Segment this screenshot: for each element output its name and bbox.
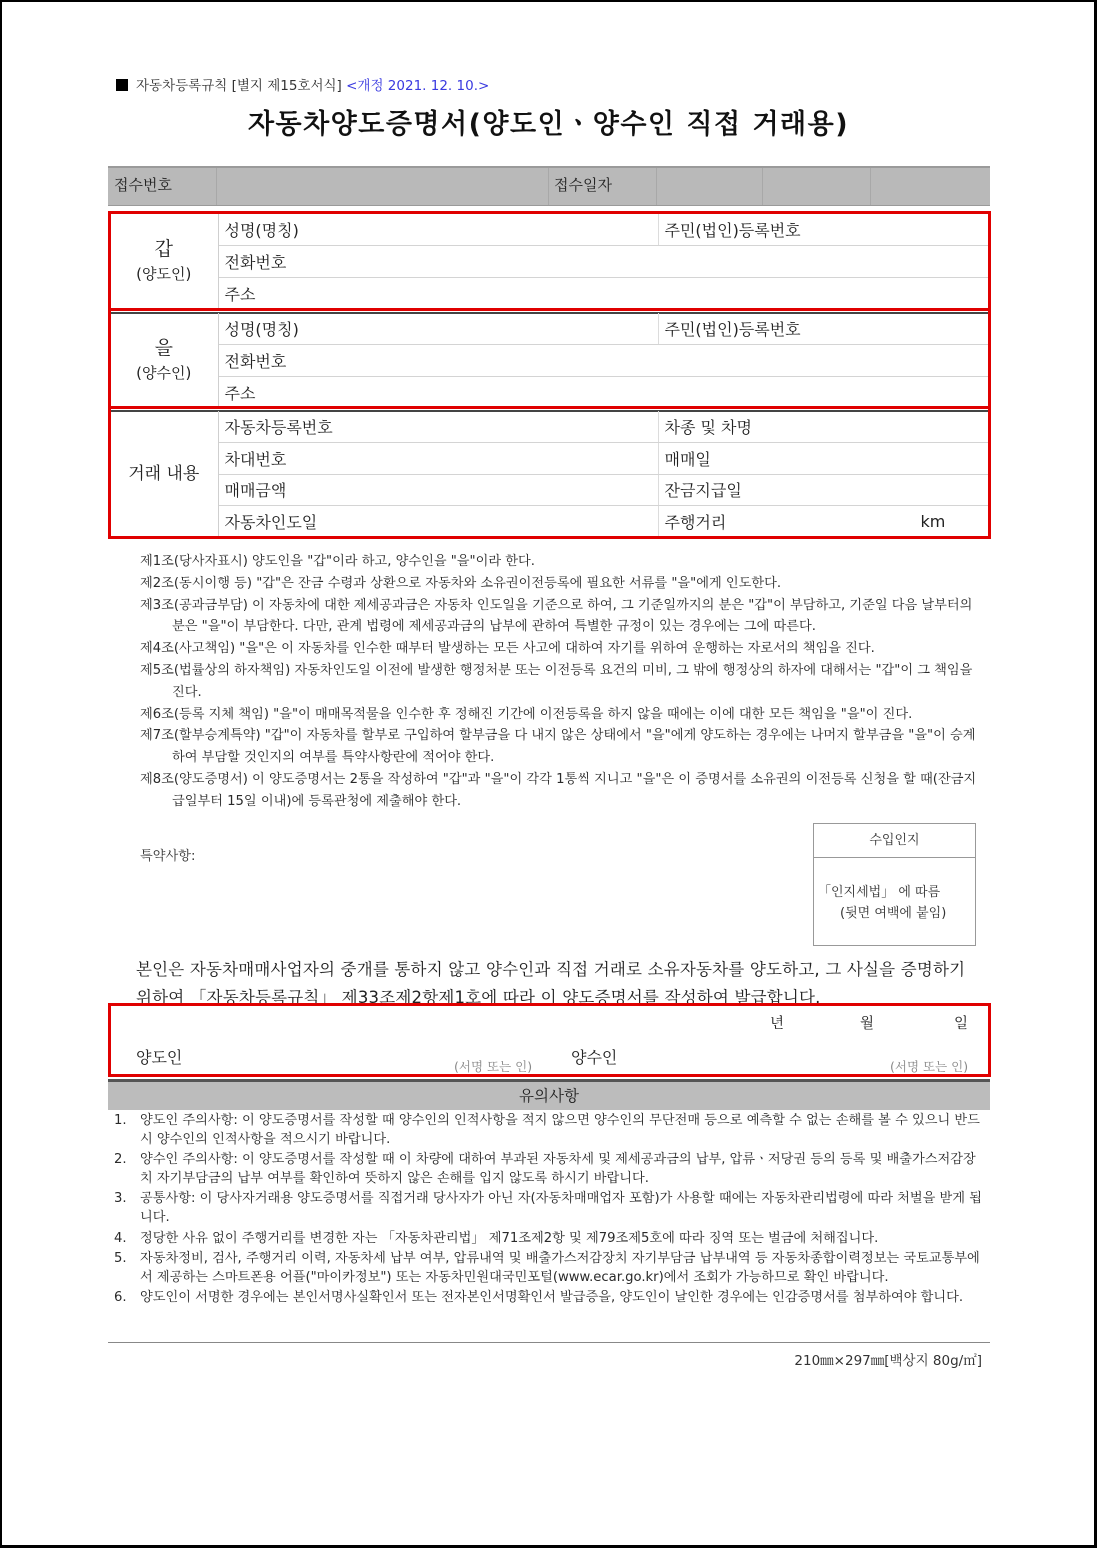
article-3: 제3조(공과금부담) 이 자동차에 대한 제세공과금은 자동차 인도일을 기준으로 하여, 그 기준일까지의 분은 "갑"이 부담하고, 기준일 다음 날부터의 분은 "을"이 부담한다. 다만, 관계 법령에 제세공과금의 납부에 관하여 특별한 규정이 있는 경우에는 그에 따른다. [140,597,973,635]
receipt-number-label: 접수번호 [114,176,172,194]
stamp-line-1: 「인지세법」 에 따름 [818,885,941,900]
revenue-stamp-box [813,823,976,946]
balance-payment-date-field[interactable]: 잔금지급일 [658,474,988,506]
buyer-label-cell [110,313,218,408]
revision-date: <개정 2021. 12. 10.> [346,78,490,94]
receipt-row [108,166,990,206]
notes-list [114,1112,986,1310]
registration-number-field[interactable]: 자동차등록번호 [218,411,658,443]
stamp-title: 수입인지 [814,824,975,858]
buyer-seal-hint[interactable]: (서명 또는 인) [890,1059,969,1074]
mileage-unit: km [920,512,946,531]
transaction-label-cell [110,411,218,537]
signature-section [108,1003,990,1077]
article-8: 제8조(양도증명서) 이 양도증명서는 2통을 작성하여 "갑"과 "을"이 각각 1통씩 지니고 "을"은 이 증명서를 소유권의 이전등록 신청을 할 때(잔금지급일부터 15일 이내)에 등록관청에 제출해야 한다. [140,771,977,809]
declaration-text: 본인은 자동차매매사업자의 중개를 통하지 않고 양수인과 직접 거래로 소유자동차를 양도하고, 그 사실을 증명하기 위하여 「자동차등록규칙」 제33조제2항제1호에 따라 이 양도증명서를 작성하여 발급합니다. [136,960,966,1007]
delivery-date-field[interactable]: 자동차인도일 [218,506,658,538]
buyer-sublabel: (양수인) [136,364,192,382]
month-label: 월 [860,1016,875,1032]
sale-date-field[interactable]: 매매일 [658,443,988,475]
seller-id-field[interactable]: 주민(법인)등록번호 [658,214,988,246]
vehicle-type-field[interactable]: 차종 및 차명 [658,411,988,443]
seller-table [110,214,988,309]
sale-amount-field[interactable]: 매매금액 [218,474,658,506]
note-item: 2. 양수인 주의사항: 이 양도증명서를 작성할 때 이 차량에 대하여 부과된 자동차세 및 제세공과금의 납부, 압류ㆍ저당권 등의 등록 및 배출가스저감장치 자기부담금의 납부 여부를 확인하여 뜻하지 않은 손해를 입지 않도록 하시기 바랍니다. [114,1152,976,1186]
notes-bottom-rule [108,1342,990,1343]
note-item: 4. 정당한 사유 없이 주행거리를 변경한 자는 「자동차관리법」 제71조제2항 및 제79조제5호에 따라 징역 또는 벌금에 처해집니다. [114,1230,879,1246]
seller-phone-field[interactable]: 전화번호 [218,246,988,278]
notes-title: 유의사항 [108,1082,990,1110]
year-label: 년 [770,1016,785,1032]
regulation-line [116,74,489,94]
note-item: 6. 양도인이 서명한 경우에는 본인서명사실확인서 또는 전자본인서명확인서 발급증을, 양도인이 날인한 경우에는 인감증명서를 첨부하여야 합니다. [114,1290,964,1306]
article-7: 제7조(할부승계특약) "갑"이 자동차를 할부로 구입하여 할부금을 다 내지 않은 상태에서 "을"에게 양도하는 경우에는 나머지 할부금을 "을"이 승계하여 부담할 것인지의 여부를 특약사항란에 적어야 한다. [140,728,976,766]
special-terms-label: 특약사항: [140,849,196,864]
buyer-name-field[interactable]: 성명(명칭) [218,313,658,345]
buyer-table [110,313,988,408]
note-item: 3. 공통사항: 이 당사자거래용 양도증명서를 직접거래 당사자가 아닌 자(자동차매매업자 포함)가 사용할 때에는 자동차관리법령에 따라 처벌을 받게 됩니다. [114,1191,982,1225]
chassis-number-field[interactable]: 차대번호 [218,443,658,475]
page-title: 자동차양도증명서(양도인ㆍ양수인 직접 거래용) [247,109,850,140]
seller-seal-hint[interactable]: (서명 또는 인) [454,1059,533,1074]
regulation-ref: 자동차등록규칙 [별지 제15호서식] [136,78,342,94]
contract-articles [140,551,980,813]
mileage-field[interactable]: 주행거리 km [664,512,946,532]
article-2: 제2조(동시이행 등) "갑"은 잔금 수령과 상환으로 자동차와 소유권이전등록에 필요한 서류를 "을"에게 인도한다. [140,575,782,591]
article-1: 제1조(당사자표시) 양도인을 "갑"이라 하고, 양수인을 "을"이라 한다. [140,554,535,569]
buyer-id-field[interactable]: 주민(법인)등록번호 [658,313,988,345]
buyer-label: 을 [154,337,173,359]
article-4: 제4조(사고책임) "을"은 이 자동차를 인수한 때부터 발생하는 모든 사고에 대하여 자기를 위하여 운행하는 자로서의 책임을 진다. [140,641,875,657]
day-label: 일 [954,1016,969,1032]
buyer-sign-label: 양수인 [571,1048,618,1067]
paper-spec: 210㎜×297㎜[백상지 80g/㎡] [794,1353,982,1369]
note-item: 1. 양도인 주의사항: 이 양도증명서를 작성할 때 양수인의 인적사항을 적지 않으면 양수인의 무단전매 등으로 예측할 수 없는 손해를 볼 수 있으니 반드시 양수인의 인적사항을 적으시기 바랍니다. [114,1113,980,1147]
seller-sublabel: (양도인) [136,265,192,283]
article-6: 제6조(등록 지체 책임) "을"이 매매목적물을 인수한 후 정해진 기간에 이전등록을 하지 않을 때에는 이에 대한 모든 책임을 "을"이 진다. [140,706,913,722]
note-item: 5. 자동차정비, 검사, 주행거리 이력, 자동차세 납부 여부, 압류내역 및 배출가스저감장치 자기부담금 납부내역 등 자동차종합이력정보는 국토교통부에서 제공하는 스마트폰용 어플("마이카정보") 또는 자동차민원대국민포털(www.ecar.go.kr)에서 조회가 가능하므로 확인 바랍니다. [114,1251,980,1285]
square-bullet-icon [116,79,128,91]
buyer-phone-field[interactable]: 전화번호 [218,345,988,377]
seller-label: 갑 [154,238,173,260]
stamp-line-2: (뒷면 여백에 붙임) [840,906,947,921]
seller-name-field[interactable]: 성명(명칭) [218,214,658,246]
seller-address-field[interactable]: 주소 [224,284,256,304]
article-5: 제5조(법률상의 하자책임) 자동차인도일 이전에 발생한 행정처분 또는 이전등록 요건의 미비, 그 밖에 행정상의 하자에 대해서는 "갑"이 그 책임을 진다. [140,662,973,700]
buyer-address-field[interactable]: 주소 [224,383,256,403]
seller-label-cell [110,214,218,309]
transaction-table [110,411,988,538]
seller-sign-label: 양도인 [136,1048,183,1067]
receipt-date-label: 접수일자 [554,176,612,194]
transaction-label: 거래 내용 [128,463,200,484]
